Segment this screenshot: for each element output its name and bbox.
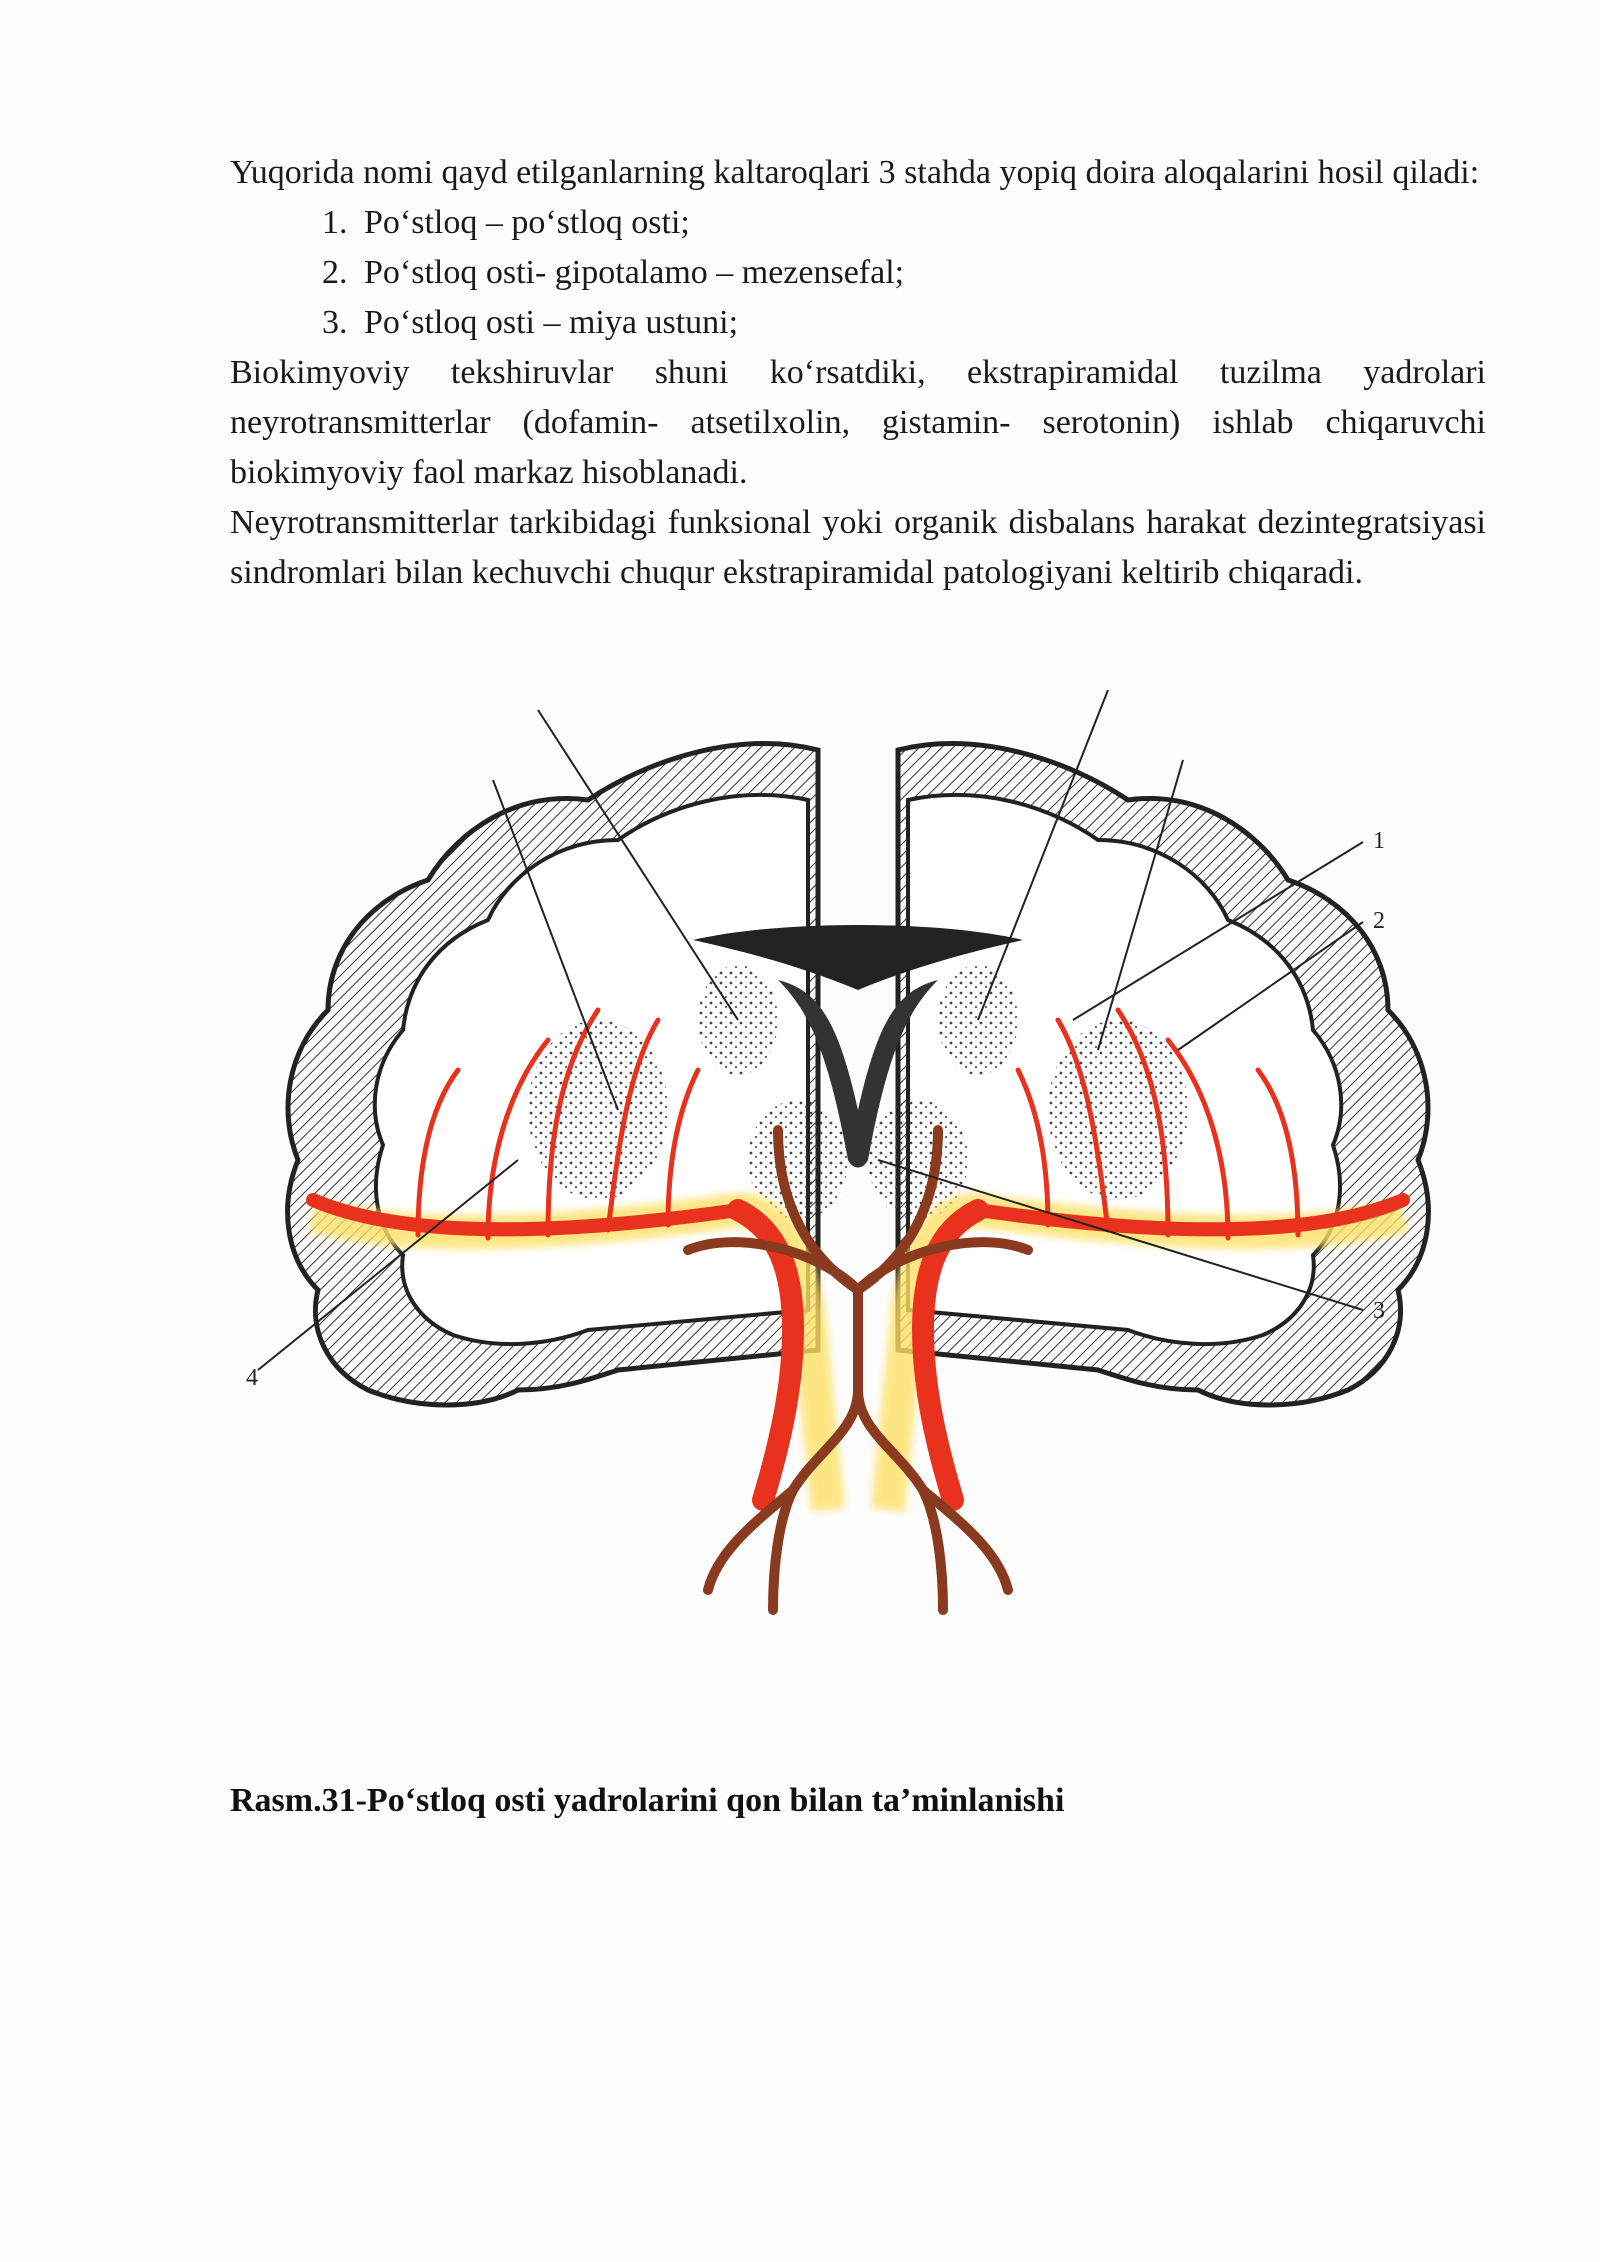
list-item xyxy=(230,248,1486,298)
loop-list xyxy=(230,198,1486,348)
biochem-paragraph: Biokimyoviy tekshiruvlar shuni ko‘rsatdiki, ekstrapiramidal tuzilma yadrolari neyrotransmitterlar (dofamin- atsetilxolin, gistamin- serotonin) ishlab chiqaruvchi biokimyoviy faol markaz hisoblanadi. xyxy=(230,354,1486,491)
label-2: 2 xyxy=(1373,908,1385,934)
list-item xyxy=(230,298,1486,348)
figure-caption: Rasm.31-Po‘stloq osti yadrolarini qon bilan ta’minlanishi xyxy=(230,1782,1065,1819)
intro-paragraph: Yuqorida nomi qayd etilganlarning kaltaroqlari 3 stahda yopiq doira aloqalarini hosil qiladi: xyxy=(230,154,1480,191)
label-3: 3 xyxy=(1373,1298,1385,1324)
list-item-text: Po‘stloq osti – miya ustuni; xyxy=(364,304,739,341)
list-item-text: Po‘stloq – po‘stloq osti; xyxy=(364,204,690,241)
list-number: 1. xyxy=(322,204,348,241)
list-number: 2. xyxy=(322,254,348,291)
brain-blood-supply-figure xyxy=(218,690,1498,1750)
body-text xyxy=(230,148,1486,598)
label-4: 4 xyxy=(246,1365,258,1391)
disbalance-paragraph: Neyrotransmitterlar tarkibidagi funksional yoki organik disbalans harakat dezintegratsiyasi sindromlari bilan kechuvchi chuqur ekstrapiramidal patologiyani keltirib chiqaradi. xyxy=(230,504,1486,591)
list-number: 3. xyxy=(322,304,348,341)
list-item xyxy=(230,198,1486,248)
brain-coronal-section-illustration xyxy=(218,690,1498,1750)
list-item-text: Po‘stloq osti- gipotalamo – mezensefal; xyxy=(364,254,905,291)
label-1: 1 xyxy=(1373,828,1385,854)
